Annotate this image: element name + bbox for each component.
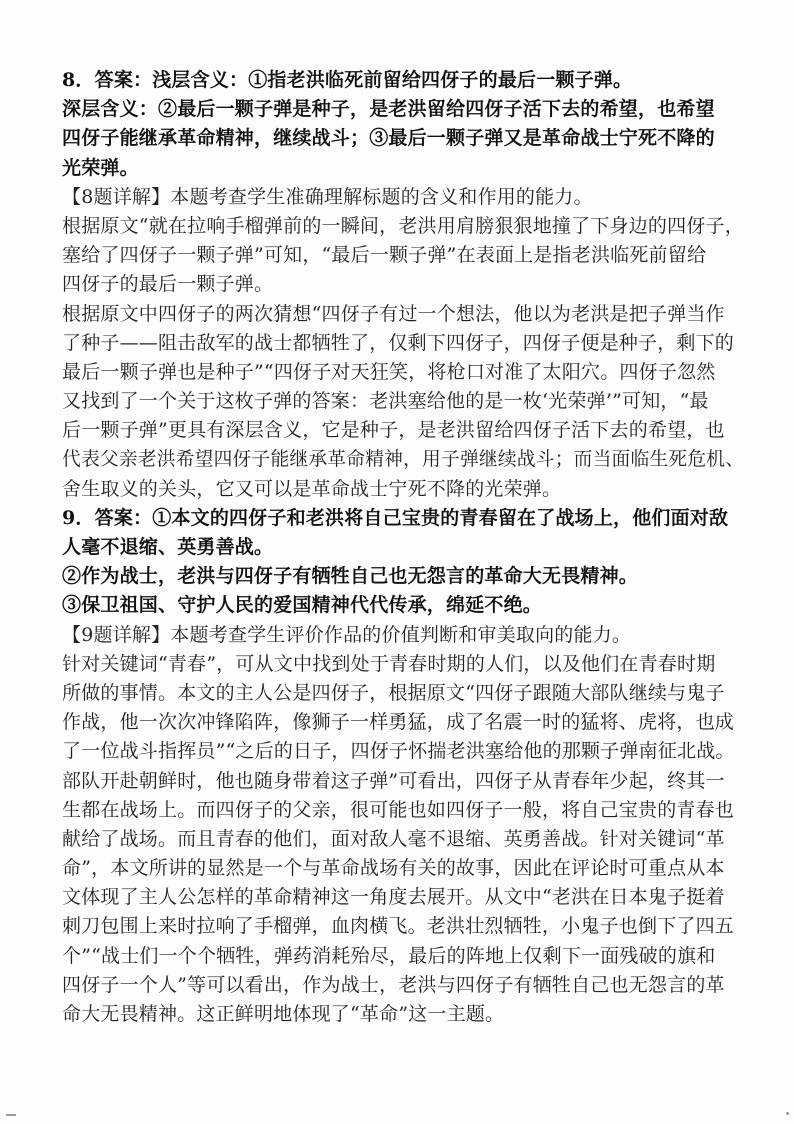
q8-answer-line-1: 8．答案：浅层含义：①指老洪临死前留给四伢子的最后一颗子弹。 <box>62 69 633 91</box>
q8-answer-line-3: 四伢子能继承革命精神，继续战斗；③最后一颗子弹又是革命战士宁死不降的 <box>62 127 715 150</box>
q9-explanation-line-3: 作战，他一次次冲锋陷阵，像狮子一样勇猛，成了名震一时的猛将、虎将，也成 <box>62 711 735 734</box>
scan-mark-left <box>6 1114 16 1116</box>
q8-explanation-line-8: 后一颗子弹”更具有深层含义，它是种子，是老洪留给四伢子活下去的希望，也 <box>62 419 725 442</box>
q8-explanation-line-2: 塞给了四伢子一颗子弹”可知，“最后一颗子弹”在表面上是指老洪临死前留给 <box>62 244 707 267</box>
q9-answer-line-3: ②作为战士，老洪与四伢子有牺牲自己也无怨言的革命大无畏精神。 <box>62 565 639 588</box>
q9-explanation-line-4: 了一位战斗指挥员”“之后的日子，四伢子怀揣老洪塞给他的那颗子弹南征北战。 <box>62 740 735 763</box>
q9-explanation-line-2: 所做的事情。本文的主人公是四伢子，根据原文“四伢子跟随大部队继续与鬼子 <box>62 681 725 704</box>
q9-explanation-line-6: 生都在战场上。而四伢子的父亲，很可能也如四伢子一般，将自己宝贵的青春也 <box>62 798 735 821</box>
q9-explanation-line-8: 命”，本文所讲的显然是一个与革命战场有关的故事，因此在评论时可重点从本 <box>62 857 725 880</box>
q8-explanation-line-7: 又找到了一个关于这枚子弹的答案：老洪塞给他的是一枚‘光荣弹’”可知，“最 <box>62 390 709 413</box>
q9-explanation-line-1: 针对关键词“青春”，可从文中找到处于青春时期的人们，以及他们在青春时期 <box>62 652 716 675</box>
q8-explanation-line-1: 根据原文“就在拉响手榴弹前的一瞬间，老洪用肩膀狠狠地撞了下身边的四伢子， <box>62 214 744 237</box>
q8-explanation-line-10: 舍生取义的关头，它又可以是革命战士宁死不降的光荣弹。 <box>62 477 562 500</box>
q9-explanation-line-7: 献给了战场。而且青春的他们，面对敌人毫不退缩、英勇善战。针对关键词“革 <box>62 827 725 850</box>
q8-answer-line-2: 深层含义：②最后一颗子弹是种子，是老洪留给四伢子活下去的希望，也希望 <box>62 98 715 121</box>
q9-answer-line-1: 9．答案：①本文的四伢子和老洪将自己宝贵的青春留在了战场上，他们面对敌 <box>62 506 729 529</box>
q9-explanation-line-10: 刺刀包围上来时拉响了手榴弹，血肉横飞。老洪壮烈牺牲，小鬼子也倒下了四五 <box>62 915 735 938</box>
q9-answer-line-4: ③保卫祖国、守护人民的爱国精神代代传承，绵延不绝。 <box>62 594 543 617</box>
q8-explanation-line-3: 四伢子的最后一颗子弹。 <box>62 273 274 296</box>
q8-explanation-line-9: 代表父亲老洪希望四伢子能继承革命精神，用子弹继续战斗；而当面临生死危机、 <box>62 449 745 471</box>
q8-explanation-line-4: 根据原文中四伢子的两次猜想“四伢子有过一个想法，他以为老洪是把子弹当作 <box>62 302 725 325</box>
q9-explanation-line-13: 命大无畏精神。这正鲜明地体现了“革命”这一主题。 <box>62 1003 505 1025</box>
q9-explanation-line-12: 四伢子一个人”等可以看出，作为战士，老洪与四伢子有牺牲自己也无怨言的革 <box>62 973 725 996</box>
q9-explanation-line-5: 部队开赴朝鲜时，他也随身带着这子弹”可看出，四伢子从青春年少起，终其一 <box>62 769 725 792</box>
q8-explanation-line-5: 了种子——阻击敌军的战士都牺牲了，仅剩下四伢子，四伢子便是种子，剩下的 <box>62 331 735 354</box>
q9-explanation-heading: 【9题详解】本题考查学生评价作品的价值判断和审美取向的能力。 <box>62 623 632 646</box>
scan-mark-right <box>786 1112 789 1115</box>
answer-text-block <box>62 66 752 1029</box>
q8-explanation-heading: 【8题详解】本题考查学生准确理解标题的含义和作用的能力。 <box>62 185 593 208</box>
q8-answer-line-4: 光荣弹。 <box>62 156 139 179</box>
q9-explanation-line-11: 个”“战士们一个个牺牲，弹药消耗殆尽，最后的阵地上仅剩下一面残破的旗和 <box>62 944 716 967</box>
q8-explanation-line-6: 最后一颗子弹也是种子”“四伢子对天狂笑，将枪口对准了太阳穴。四伢子忽然 <box>62 360 716 383</box>
q9-explanation-line-9: 文体现了主人公怎样的革命精神这一角度去展开。从文中“老洪在日本鬼子挺着 <box>62 886 725 909</box>
q9-answer-line-2: 人毫不退缩、英勇善战。 <box>62 536 274 558</box>
